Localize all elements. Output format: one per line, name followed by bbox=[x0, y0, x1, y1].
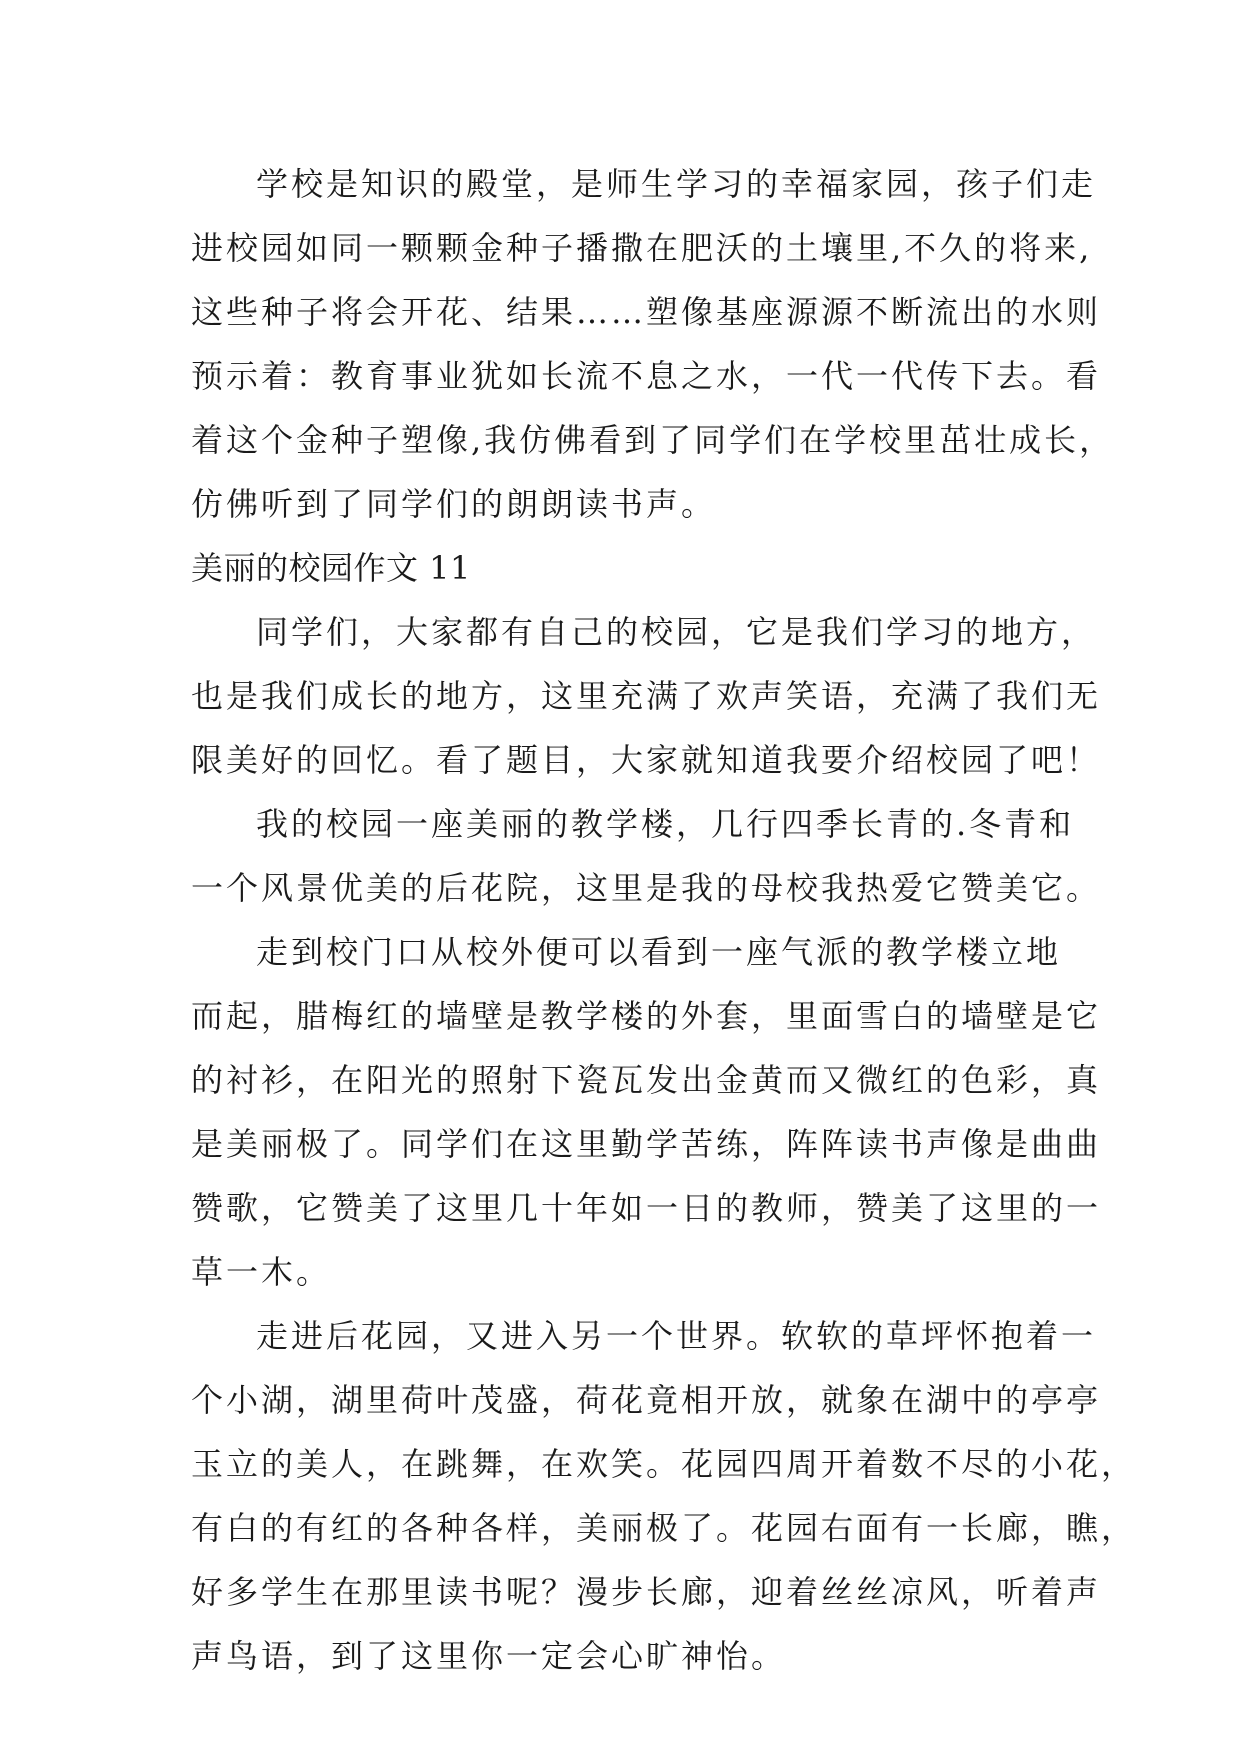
text-line: 的衬衫，在阳光的照射下瓷瓦发出金黄而又微红的色彩，真 bbox=[191, 1061, 1102, 1099]
text-line: 仿佛听到了同学们的朗朗读书声。 bbox=[191, 485, 717, 523]
text-line: 好多学生在那里读书呢？漫步长廊，迎着丝丝凉风，听着声 bbox=[191, 1573, 1102, 1611]
paragraph-3 bbox=[191, 920, 1102, 1304]
text-line: 玉立的美人，在跳舞，在欢笑。花园四周开着数不尽的小花， bbox=[191, 1445, 1137, 1483]
text-line: 有白的有红的各种各样，美丽极了。花园右面有一长廊，瞧， bbox=[191, 1509, 1137, 1547]
paragraph-2 bbox=[191, 792, 1102, 920]
text-line: 进校园如同一颗颗金种子播撒在肥沃的土壤里,不久的将来, bbox=[191, 229, 1093, 267]
text-line: 赞歌，它赞美了这里几十年如一日的教师，赞美了这里的一 bbox=[191, 1189, 1102, 1227]
section-title: 美丽的校园作文 11 bbox=[191, 549, 471, 587]
text-line: 也是我们成长的地方，这里充满了欢声笑语，充满了我们无 bbox=[191, 677, 1102, 715]
intro-paragraph bbox=[191, 152, 1115, 536]
paragraph-4 bbox=[191, 1304, 1137, 1688]
paragraph-1 bbox=[191, 600, 1102, 792]
text-line: 着这个金种子塑像,我仿佛看到了同学们在学校里茁壮成长， bbox=[191, 421, 1115, 459]
text-line: 限美好的回忆。看了题目，大家就知道我要介绍校园了吧！ bbox=[191, 741, 1102, 779]
text-line: 我的校园一座美丽的教学楼，几行四季长青的.冬青和 bbox=[256, 805, 1075, 843]
text-line: 同学们，大家都有自己的校园，它是我们学习的地方， bbox=[256, 613, 1097, 651]
text-line: 而起，腊梅红的墙壁是教学楼的外套，里面雪白的墙壁是它 bbox=[191, 997, 1102, 1035]
text-line: 预示着：教育事业犹如长流不息之水，一代一代传下去。看 bbox=[191, 357, 1102, 395]
text-line: 是美丽极了。同学们在这里勤学苦练，阵阵读书声像是曲曲 bbox=[191, 1125, 1102, 1163]
text-line: 个小湖，湖里荷叶茂盛，荷花竟相开放，就象在湖中的亭亭 bbox=[191, 1381, 1102, 1419]
text-line: 学校是知识的殿堂，是师生学习的幸福家园，孩子们走 bbox=[256, 165, 1097, 203]
text-line: 走进后花园，又进入另一个世界。软软的草坪怀抱着一 bbox=[256, 1317, 1097, 1355]
text-line: 走到校门口从校外便可以看到一座气派的教学楼立地 bbox=[256, 933, 1062, 971]
text-line: 一个风景优美的后花院，这里是我的母校我热爱它赞美它。 bbox=[191, 869, 1102, 907]
document-body bbox=[191, 152, 1137, 1688]
text-line: 这些种子将会开花、结果……塑像基座源源不断流出的水则 bbox=[191, 293, 1102, 331]
text-line: 声鸟语，到了这里你一定会心旷神怡。 bbox=[191, 1637, 787, 1675]
text-line: 草一木。 bbox=[191, 1253, 332, 1291]
